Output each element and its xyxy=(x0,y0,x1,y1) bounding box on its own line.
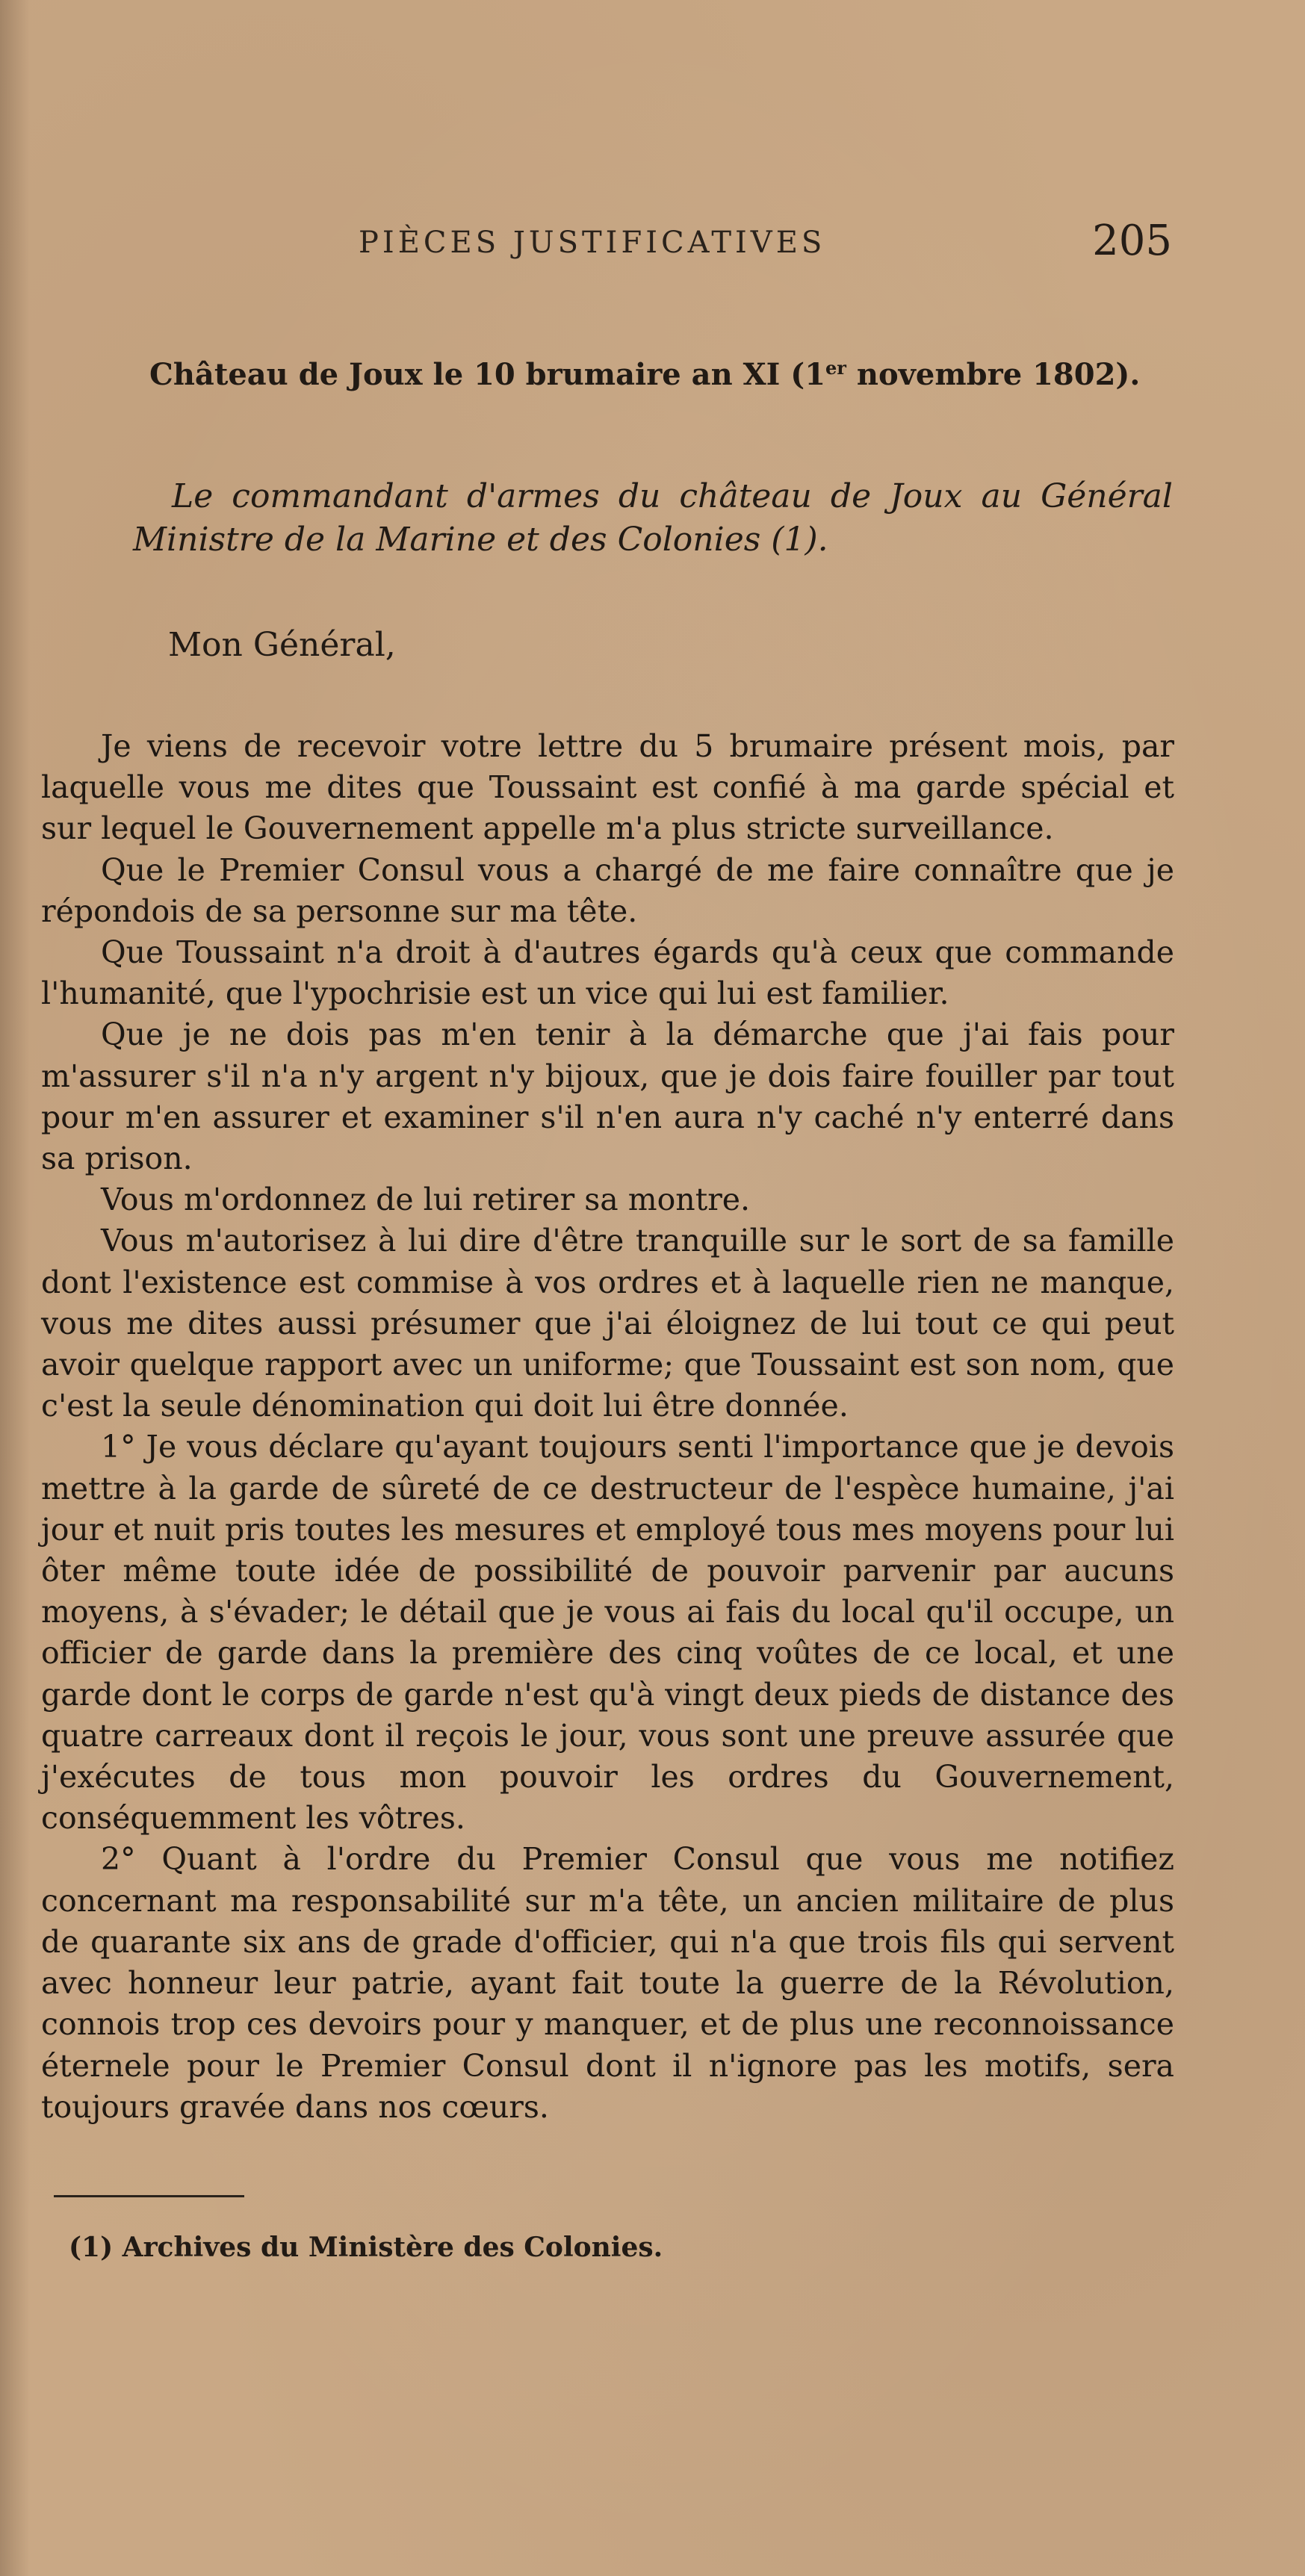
paragraph-4: Que je ne dois pas m'en tenir à la démarche que j'ai fais pour m'assurer s'il n'a n'y argent n'y bijoux, que je dois faire fouiller par tout pour m'en assurer et examiner s'il n'en aura n'y caché n'y enterré dans sa prison. xyxy=(41,1017,1174,1177)
dateline xyxy=(149,357,1140,392)
dateline-text: Château de Joux le 10 brumaire an XI (1 xyxy=(149,357,826,392)
dateline-superscript: er xyxy=(825,357,846,379)
paragraph-7: 1° Je vous déclare qu'ayant toujours senti l'importance que je devois mettre à la garde de sûreté de ce destructeur de l'espèce humaine, j'ai jour et nuit pris toutes les mesures et employé tous mes moyens pour lui ôter même toute idée de possibilité de pouvoir parvenir par aucuns moyens, à s'évader; le détail que je vous ai fais du local qu'il occupe, un officier de garde dans la première des cinq voûtes de ce local, et une garde dont le corps de garde n'est qu'à vingt deux pieds de distance des quatre carreaux dont il reçois le jour, vous sont une preuve assurée que j'exécutes de tous mon pouvoir les ordres du Gouvernement, conséquemment les vôtres. xyxy=(41,1429,1174,1837)
paragraph-2: Que le Premier Consul vous a chargé de me faire connaître que je répondois de sa personne sur ma tête. xyxy=(41,851,1174,929)
page-number: 205 xyxy=(1092,217,1172,265)
paragraph-6: Vous m'autorisez à lui dire d'être tranquille sur le sort de sa famille dont l'existence est commise à vos ordres et à laquelle rien ne manque, vous me dites aussi présumer que j'ai éloignez de lui tout ce qui peut avoir quelque rapport avec un uniforme; que Toussaint est son nom, que c'est la seule dénomination qui doit lui être donnée. xyxy=(41,1223,1174,1424)
letter-address xyxy=(133,475,1173,562)
salutation: Mon Général, xyxy=(168,626,396,664)
page-header xyxy=(0,217,1305,269)
dateline-text-end: novembre 1802). xyxy=(846,357,1141,392)
footnote: (1) Archives du Ministère des Colonies. xyxy=(69,2232,663,2263)
paragraph-8: 2° Quant à l'ordre du Premier Consul que vous me notifiez concernant ma responsabilité sur m'a tête, un ancien militaire de plus de quarante six ans de grade d'officier, qui n'a que trois fils qui servent avec honneur leur patrie, ayant fait toute la guerre de la Révolution, connois trop ces devoirs pour y manquer, et de plus une reconnoissance éternele pour le Premier Consul dont il n'ignore pas les motifs, sera toujours gravée dans nos cœurs. xyxy=(41,1841,1174,2125)
address-line-1: Le commandant d'armes du château de Joux au Général xyxy=(172,477,1173,515)
page-edge-shadow xyxy=(0,0,30,2576)
paragraph-3: Que Toussaint n'a droit à d'autres égards qu'à ceux que commande l'humanité, que l'ypochrisie est un vice qui lui est familier. xyxy=(41,934,1174,1012)
paragraph-1: Je viens de recevoir votre lettre du 5 brumaire présent mois, par laquelle vous me dites que Toussaint est confié à ma garde spécial et sur lequel le Gouvernement appelle m'a plus stricte surveillance. xyxy=(41,728,1174,847)
running-title: PIÈCES JUSTIFICATIVES xyxy=(359,226,826,260)
paragraph-5: Vous m'ordonnez de lui retirer sa montre. xyxy=(101,1182,751,1218)
footnote-rule xyxy=(54,2195,244,2197)
letter-body xyxy=(41,726,1174,2128)
address-line-2: Ministre de la Marine et des Colonies (1). xyxy=(133,521,828,559)
